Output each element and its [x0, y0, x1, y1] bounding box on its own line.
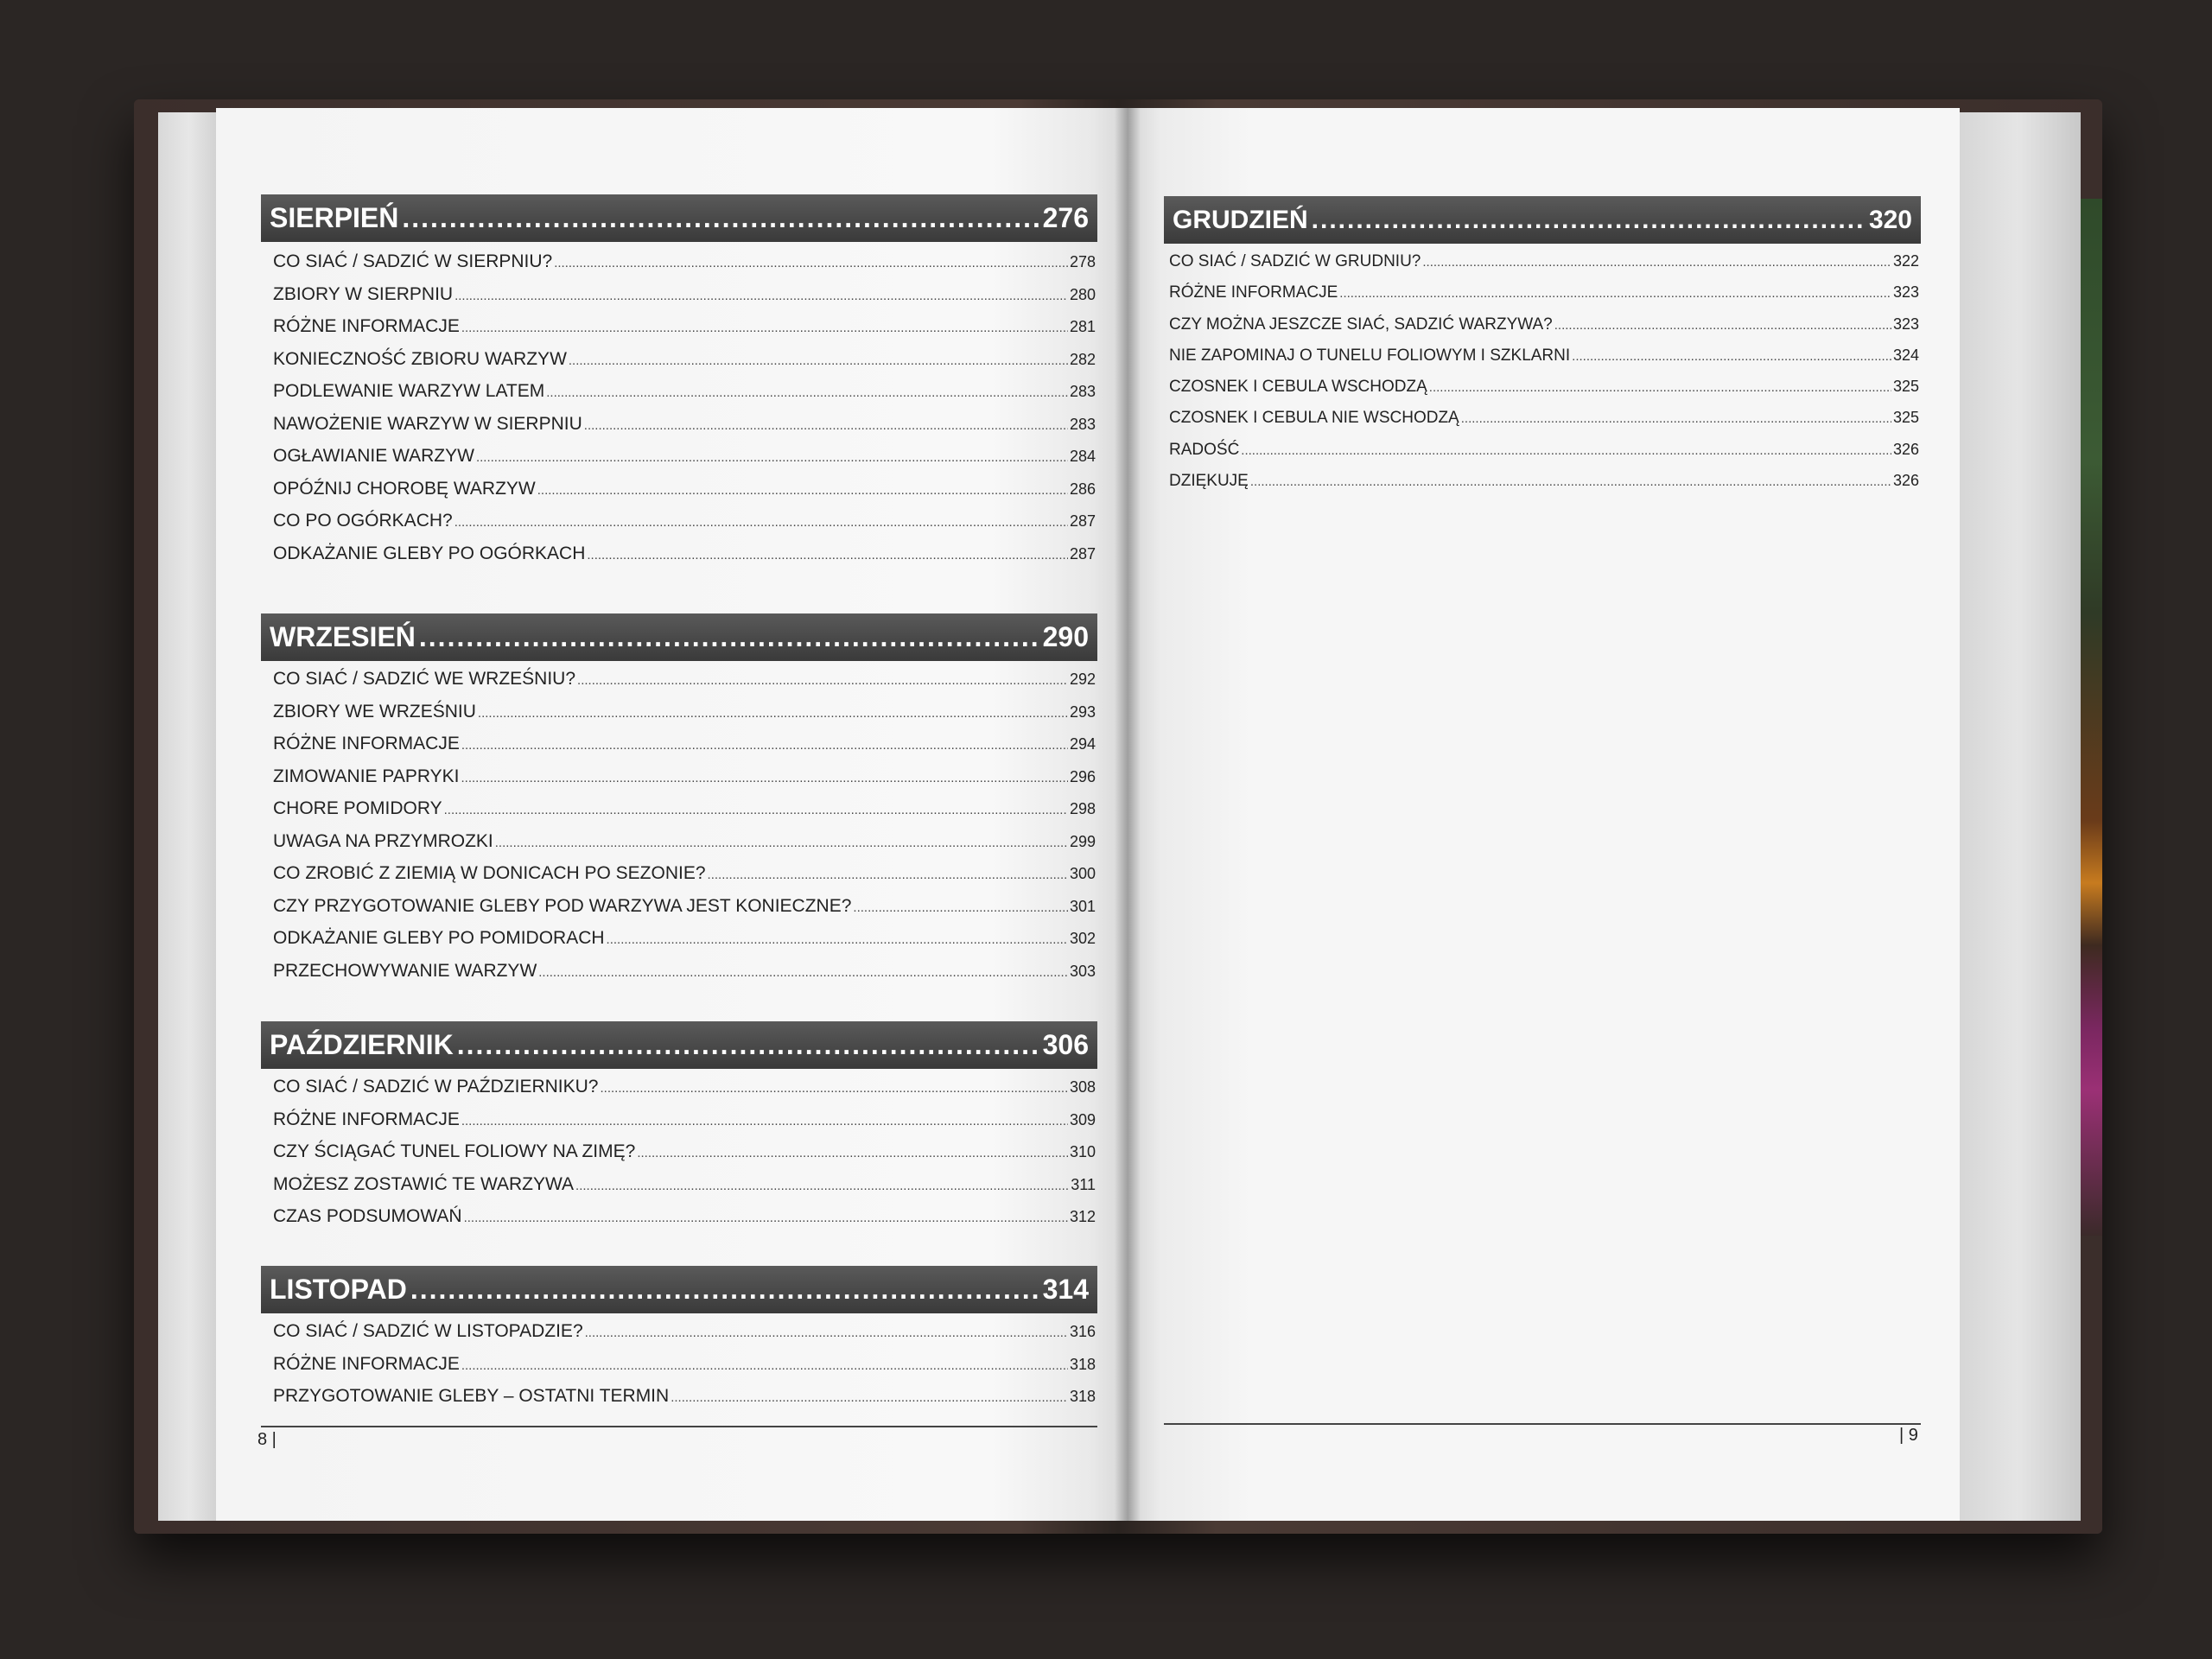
- toc-entry[interactable]: [261, 310, 1097, 343]
- dot-leader: [402, 202, 1039, 234]
- entry-page: 283: [1069, 383, 1096, 400]
- entry-title: CO SIAĆ / SADZIĆ WE WRZEŚNIU?: [273, 669, 576, 689]
- dot-leader: [853, 892, 1068, 923]
- toc-entry[interactable]: [261, 278, 1097, 311]
- section-title: LISTOPAD: [270, 1274, 407, 1305]
- section-title: GRUDZIEŃ: [1173, 205, 1308, 234]
- dot-leader: [1250, 467, 1891, 496]
- entry-page: 312: [1069, 1208, 1096, 1225]
- entry-page: 324: [1892, 346, 1919, 364]
- entry-page: 301: [1069, 897, 1096, 915]
- dot-leader: [461, 1350, 1068, 1381]
- entry-page: 323: [1892, 283, 1919, 302]
- entry-page: 287: [1069, 544, 1096, 563]
- section-title: PAŹDZIERNIK: [270, 1029, 454, 1060]
- entry-page: 293: [1069, 702, 1096, 721]
- section-header: [1164, 196, 1921, 244]
- section-header: [261, 613, 1097, 661]
- dot-leader: [637, 1137, 1068, 1168]
- entry-title: CZOSNEK I CEBULA NIE WSCHODZĄ: [1169, 409, 1459, 428]
- entry-title: ODKAŻANIE GLEBY PO POMIDORACH: [273, 928, 605, 948]
- section-page: 306: [1042, 1029, 1089, 1060]
- entry-title: CO SIAĆ / SADZIĆ W PAŹDZIERNIKU?: [273, 1077, 599, 1096]
- entry-title: PRZYGOTOWANIE GLEBY – OSTATNI TERMIN: [273, 1386, 670, 1406]
- page-number: | 9: [1899, 1426, 1918, 1445]
- dot-leader: [464, 1202, 1068, 1233]
- entry-page: 284: [1069, 448, 1096, 465]
- toc-entry[interactable]: [261, 245, 1097, 278]
- dot-leader: [1554, 310, 1891, 340]
- entry-title: RÓŻNE INFORMACJE: [273, 734, 460, 753]
- toc-entry[interactable]: [261, 663, 1097, 696]
- entry-page: 308: [1069, 1078, 1096, 1096]
- toc-entry[interactable]: [261, 1315, 1097, 1348]
- page-number: 8 |: [257, 1430, 276, 1449]
- entry-title: ZBIORY WE WRZEŚNIU: [273, 701, 476, 721]
- entry-title: RADOŚĆ: [1169, 440, 1240, 459]
- entry-title: CZOSNEK I CEBULA WSCHODZĄ: [1169, 378, 1427, 397]
- toc-entry[interactable]: [1164, 276, 1921, 308]
- dot-leader: [444, 794, 1068, 825]
- entry-page: 292: [1069, 671, 1096, 688]
- section-header: [261, 194, 1097, 242]
- section-header: [261, 1266, 1097, 1313]
- toc-entry[interactable]: [1164, 340, 1921, 371]
- footer-rule: [1164, 1423, 1921, 1425]
- right-page: [1128, 108, 1960, 1521]
- entry-title: CO PO OGÓRKACH?: [273, 511, 453, 531]
- toc-entry[interactable]: [261, 696, 1097, 728]
- dot-leader: [1572, 341, 1891, 371]
- entry-title: DZIĘKUJĘ: [1169, 472, 1249, 491]
- entry-title: ZBIORY W SIERPNIU: [273, 283, 454, 304]
- toc-entry[interactable]: [261, 760, 1097, 793]
- dot-leader: [1461, 404, 1891, 433]
- dot-leader: [1422, 247, 1891, 276]
- toc-entry[interactable]: [261, 792, 1097, 825]
- entry-page: 318: [1069, 1388, 1096, 1405]
- toc-entry[interactable]: [261, 857, 1097, 890]
- entry-page: 318: [1069, 1355, 1096, 1373]
- dot-leader: [546, 377, 1068, 408]
- entry-title: CO SIAĆ / SADZIĆ W SIERPNIU?: [273, 251, 553, 271]
- entry-title: OGŁAWIANIE WARZYW: [273, 446, 474, 466]
- page-stack-left: [158, 112, 220, 1521]
- toc-entry[interactable]: [1164, 402, 1921, 433]
- entry-page: 325: [1892, 409, 1919, 427]
- dot-leader: [1241, 435, 1891, 465]
- toc-section-grudzien: [1164, 196, 1921, 496]
- left-page: [216, 108, 1128, 1521]
- section-page: 314: [1042, 1274, 1089, 1305]
- dot-leader: [454, 280, 1068, 311]
- toc-section-pazdziernik: [261, 1021, 1097, 1233]
- entry-page: 311: [1071, 1175, 1096, 1193]
- entry-page: 325: [1892, 378, 1919, 396]
- toc-entry[interactable]: [261, 537, 1097, 570]
- toc-entry[interactable]: [1164, 434, 1921, 465]
- entry-title: ODKAŻANIE GLEBY PO OGÓRKACH: [273, 543, 586, 563]
- entry-page: 303: [1069, 962, 1096, 980]
- dot-leader: [671, 1382, 1068, 1413]
- dot-leader: [1429, 372, 1891, 402]
- toc-entry[interactable]: [1164, 465, 1921, 496]
- section-title: SIERPIEŃ: [270, 202, 399, 233]
- dot-leader: [461, 1105, 1068, 1136]
- entry-title: CZAS PODSUMOWAŃ: [273, 1206, 462, 1226]
- entry-page: 280: [1069, 285, 1096, 303]
- entry-page: 300: [1069, 865, 1096, 882]
- dot-leader: [476, 442, 1068, 473]
- footer-rule: [261, 1426, 1097, 1427]
- toc-entry[interactable]: [1164, 308, 1921, 340]
- entry-page: 281: [1069, 318, 1096, 335]
- entry-title: PODLEWANIE WARZYW LATEM: [273, 381, 545, 401]
- entry-title: CZY ŚCIĄGAĆ TUNEL FOLIOWY NA ZIMĘ?: [273, 1141, 636, 1161]
- dot-leader: [600, 1072, 1067, 1103]
- section-page: 290: [1042, 621, 1089, 652]
- dot-leader: [478, 697, 1068, 728]
- dot-leader: [587, 539, 1068, 570]
- entry-page: 326: [1892, 440, 1919, 458]
- toc-entry[interactable]: [261, 1348, 1097, 1381]
- dot-leader: [554, 247, 1068, 278]
- section-header: [261, 1021, 1097, 1069]
- toc-section-sierpien: [261, 194, 1097, 569]
- entry-title: ZIMOWANIE PAPRYKI: [273, 766, 460, 786]
- dot-leader: [419, 621, 1039, 653]
- entry-page: 296: [1069, 767, 1096, 785]
- entry-title: CHORE POMIDORY: [273, 798, 442, 818]
- entry-page: 322: [1892, 252, 1919, 270]
- toc-entry[interactable]: [261, 505, 1097, 537]
- dot-leader: [584, 410, 1068, 441]
- entry-page: 294: [1069, 735, 1096, 753]
- toc-entry[interactable]: [261, 473, 1097, 505]
- toc-entry[interactable]: [261, 955, 1097, 988]
- dot-leader: [1312, 206, 1866, 235]
- entry-page: 282: [1069, 350, 1096, 368]
- dot-leader: [461, 312, 1068, 343]
- dot-leader: [538, 957, 1068, 988]
- dot-leader: [454, 506, 1068, 537]
- toc-entry[interactable]: [261, 728, 1097, 760]
- entry-title: RÓŻNE INFORMACJE: [273, 1109, 460, 1129]
- toc-entry[interactable]: [261, 1071, 1097, 1103]
- entry-title: CZY MOŻNA JESZCZE SIAĆ, SADZIĆ WARZYWA?: [1169, 315, 1553, 334]
- entry-page: 310: [1069, 1143, 1096, 1160]
- section-page: 320: [1868, 205, 1912, 234]
- entry-title: OPÓŹNIJ CHOROBĘ WARZYW: [273, 478, 536, 499]
- dot-leader: [708, 859, 1068, 890]
- entry-title: UWAGA NA PRZYMROZKI: [273, 830, 493, 851]
- entry-title: KONIECZNOŚĆ ZBIORU WARZYW: [273, 348, 567, 369]
- section-title: WRZESIEŃ: [270, 621, 416, 652]
- dot-leader: [575, 1170, 1069, 1201]
- entry-page: 316: [1069, 1323, 1096, 1340]
- dot-leader: [569, 345, 1068, 376]
- dot-leader: [461, 762, 1067, 793]
- toc-entry[interactable]: [261, 1103, 1097, 1136]
- toc-entry[interactable]: [261, 922, 1097, 955]
- toc-entry[interactable]: [261, 1135, 1097, 1168]
- entry-title: RÓŻNE INFORMACJE: [1169, 283, 1338, 302]
- toc-entry[interactable]: [261, 408, 1097, 441]
- dot-leader: [495, 827, 1068, 858]
- entry-page: 287: [1069, 512, 1096, 530]
- dot-leader: [607, 924, 1068, 955]
- toc-entry[interactable]: [261, 890, 1097, 923]
- entry-page: 299: [1069, 832, 1096, 850]
- entry-title: CO ZROBIĆ Z ZIEMIĄ W DONICACH PO SEZONIE?: [273, 863, 706, 883]
- entry-page: 323: [1892, 315, 1919, 333]
- toc-entry[interactable]: [261, 1200, 1097, 1233]
- dot-leader: [410, 1274, 1039, 1306]
- entry-title: MOŻESZ ZOSTAWIĆ TE WARZYWA: [273, 1173, 575, 1194]
- entry-page: 298: [1069, 800, 1096, 817]
- entry-page: 302: [1069, 930, 1096, 947]
- toc-section-listopad: [261, 1266, 1097, 1413]
- page-stack-right: [1955, 112, 2081, 1521]
- dot-leader: [1339, 278, 1891, 308]
- toc-entry[interactable]: [261, 440, 1097, 473]
- toc-entry[interactable]: [1164, 245, 1921, 276]
- toc-section-wrzesien: [261, 613, 1097, 987]
- entry-title: NIE ZAPOMINAJ O TUNELU FOLIOWYM I SZKLARNI: [1169, 346, 1571, 365]
- entry-title: RÓŻNE INFORMACJE: [273, 316, 460, 336]
- toc-entry[interactable]: [261, 1380, 1097, 1413]
- dot-leader: [577, 664, 1068, 696]
- entry-page: 286: [1069, 480, 1096, 498]
- toc-entry[interactable]: [261, 1168, 1097, 1201]
- entry-title: CO SIAĆ / SADZIĆ W GRUDNIU?: [1169, 252, 1421, 270]
- section-page: 276: [1042, 202, 1089, 233]
- book-spine-shadow: [1115, 108, 1141, 1521]
- entry-title: CZY PRZYGOTOWANIE GLEBY POD WARZYWA JEST KONIECZNE?: [273, 895, 852, 916]
- entry-page: 326: [1892, 472, 1919, 490]
- toc-entry[interactable]: [261, 375, 1097, 408]
- dot-leader: [461, 729, 1068, 760]
- entry-title: PRZECHOWYWANIE WARZYW: [273, 960, 537, 981]
- entry-page: 278: [1069, 253, 1096, 270]
- toc-entry[interactable]: [261, 825, 1097, 858]
- entry-page: 309: [1069, 1110, 1096, 1128]
- entry-page: 283: [1069, 415, 1096, 433]
- entry-title: NAWOŻENIE WARZYW W SIERPNIU: [273, 413, 582, 434]
- toc-entry[interactable]: [1164, 371, 1921, 402]
- toc-entry[interactable]: [261, 343, 1097, 376]
- dot-leader: [585, 1317, 1068, 1348]
- entry-title: CO SIAĆ / SADZIĆ W LISTOPADZIE?: [273, 1321, 583, 1341]
- dot-leader: [457, 1029, 1039, 1061]
- entry-title: RÓŻNE INFORMACJE: [273, 1353, 460, 1374]
- dot-leader: [537, 474, 1068, 505]
